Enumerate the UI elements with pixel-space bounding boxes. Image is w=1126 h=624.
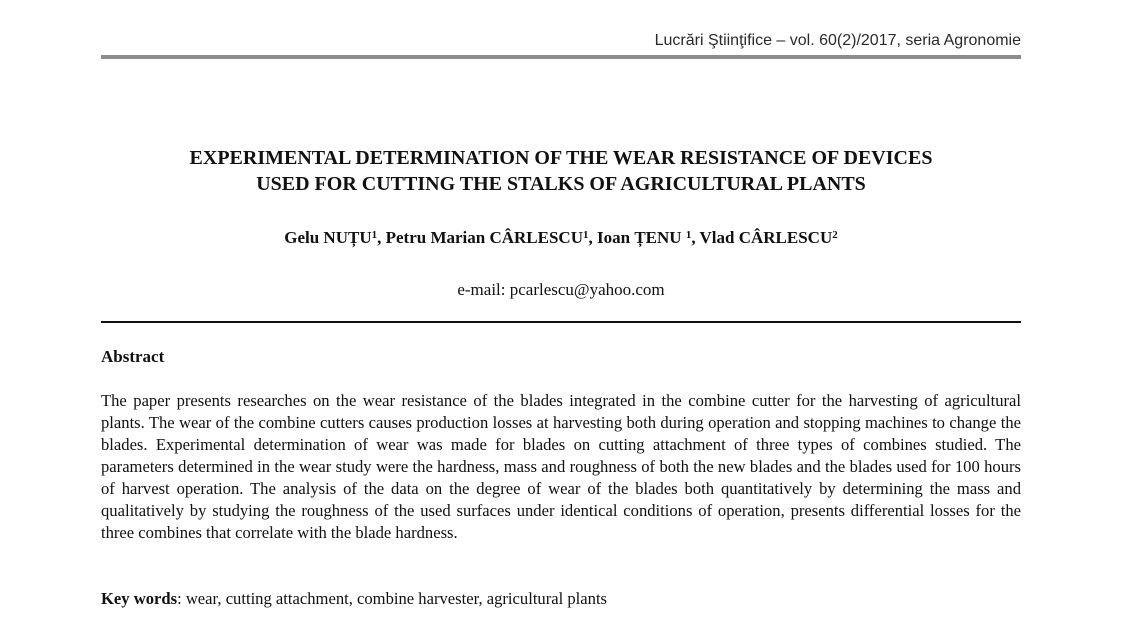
author-separator: , (691, 228, 700, 247)
author-affiliation: 1 (583, 229, 589, 241)
author-affiliation: 2 (832, 229, 838, 241)
title-line-1: EXPERIMENTAL DETERMINATION OF THE WEAR RESISTANCE OF DEVICES (189, 147, 933, 169)
abstract-heading: Abstract (101, 347, 165, 366)
author-name: Gelu NUȚU (284, 228, 372, 247)
contact-email: e-mail: pcarlescu@yahoo.com (457, 280, 665, 299)
author-name: Vlad CÂRLESCU (699, 228, 833, 247)
title-line-2: USED FOR CUTTING THE STALKS OF AGRICULTURAL PLANTS (256, 173, 866, 195)
abstract-text: The paper presents researches on the wear resistance of the blades integrated in the combine cutter for the harvesting of agricultural plants. The wear of the combine cutters causes production losses at harvesting both during operation and stopping machines to change the blades. Experimental determination of wear was made for blades on cutting attachment of three types of combines studied. The parameters determined in the wear study were the hardness, mass and roughness of both the new blades and the blades used for 100 hours of harvest operation. The analysis of the data on the degree of wear of the blades both quantitatively by determining the mass and qualitatively by studying the roughness of the used surfaces under identical conditions of operation, presents differential losses for the three combines that correlate with the blade hardness. (101, 391, 1021, 542)
paper-page (101, 0, 1021, 624)
journal-header: Lucrări Ştiinţifice – vol. 60(2)/2017, seria Agronomie (654, 32, 1021, 49)
author-name: Ioan ȚENU (597, 228, 686, 247)
author-name: Petru Marian CÂRLESCU (385, 228, 583, 247)
keywords-label: Key words (101, 589, 178, 608)
header-rule (101, 55, 1021, 59)
author-separator: , (377, 228, 386, 247)
author-affiliation: 1 (685, 229, 692, 241)
author-list (101, 227, 1021, 249)
author-separator: , (588, 228, 597, 247)
author-affiliation: 1 (371, 229, 378, 241)
paper-title (101, 145, 1021, 197)
section-rule (101, 321, 1021, 323)
keywords (101, 588, 1021, 610)
keywords-text: : wear, cutting attachment, combine harvester, agricultural plants (177, 589, 608, 608)
